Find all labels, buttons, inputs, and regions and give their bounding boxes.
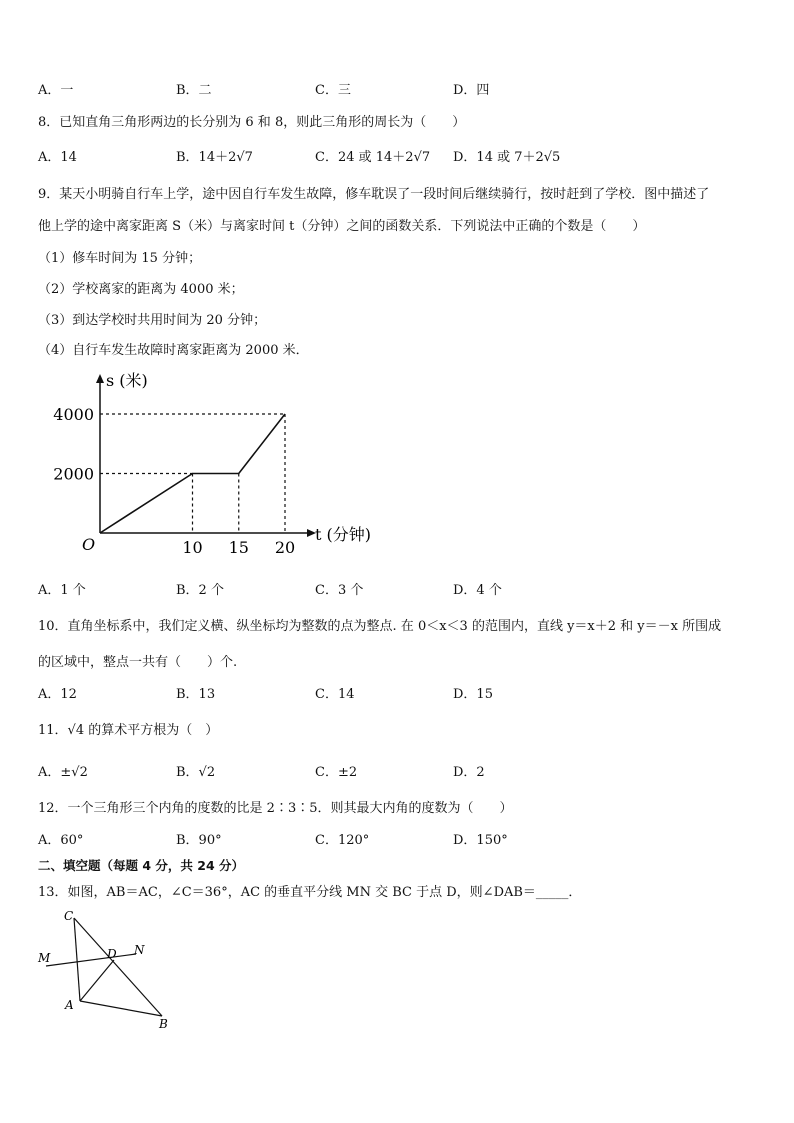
- series-line: [100, 414, 285, 533]
- q12-stem: 12．一个三角形三个内角的度数的比是 2∶3∶5．则其最大内角的度数为（ ）: [38, 801, 513, 816]
- q8-option-c: C．24 或 14＋2√7: [315, 150, 431, 165]
- q9-distance-time-chart: [40, 368, 400, 568]
- q10-options: [38, 686, 758, 704]
- label-c: C: [64, 909, 74, 923]
- q8-options: [38, 149, 758, 167]
- label-d: D: [107, 947, 117, 961]
- y-axis-label: s (米): [106, 371, 148, 390]
- line-mn: [46, 954, 136, 966]
- y-axis-arrow: [96, 374, 104, 383]
- q9-option-b: B．2 个: [176, 583, 224, 598]
- q11-option-c: C．±2: [315, 765, 358, 780]
- q12-options: [38, 832, 758, 850]
- segment-ad: [80, 960, 114, 1001]
- q10-stem-line1: 10．直角坐标系中，我们定义横、纵坐标均为整数的点为整点. 在 0＜x＜3 的范围内，直线 y＝x＋2 和 y＝－x 所围成: [38, 619, 722, 634]
- q13-stem: 13．如图，AB＝AC，∠C＝36°，AC 的垂直平分线 MN 交 BC 于点 D，则∠DAB＝_____．: [38, 885, 582, 900]
- q9-statement-2: （2）学校离家的距离为 4000 米；: [38, 282, 244, 297]
- x-axis-label: t (分钟): [315, 525, 372, 544]
- label-m: M: [38, 951, 51, 965]
- q12-option-d: D．150°: [453, 833, 508, 848]
- q7-option-c: C．三: [315, 83, 351, 98]
- q9-statement-4: （4）自行车发生故障时离家距离为 2000 米．: [38, 343, 309, 358]
- q8-option-a: A．14: [38, 150, 77, 165]
- q11-stem: 11．√4 的算术平方根为（ ）: [38, 723, 219, 738]
- q10-stem-line2: 的区域中，整点一共有（ ）个.: [38, 655, 238, 670]
- q8-option-b: B．14＋2√7: [176, 150, 253, 165]
- q9-option-a: A．1 个: [38, 583, 86, 598]
- q7-options: [38, 82, 758, 100]
- y-tick-label: 2000: [53, 464, 94, 484]
- section-2-heading: 二、填空题（每题 4 分，共 24 分）: [38, 858, 245, 873]
- q10-option-a: A．12: [38, 687, 77, 702]
- q9-options: [38, 582, 758, 600]
- q10-option-b: B．13: [176, 687, 216, 702]
- q7-option-a: A．一: [38, 83, 74, 98]
- q11-options: [38, 764, 758, 782]
- q8-option-d: D．14 或 7＋2√5: [453, 150, 561, 165]
- q12-option-c: C．120°: [315, 833, 370, 848]
- x-tick-label: 10: [182, 538, 203, 557]
- q9-statement-3: （3）到达学校时共用时间为 20 分钟；: [38, 313, 267, 328]
- segment-ca: [74, 918, 80, 1001]
- segment-cb: [74, 918, 162, 1016]
- q9-stem-line1: 9．某天小明骑自行车上学，途中因自行车发生故障，修车耽误了一段时间后继续骑行，按时赶到了学校．图中描述了: [38, 187, 710, 202]
- q10-option-c: C．14: [315, 687, 355, 702]
- q9-stem-line2: 他上学的途中离家距离 S（米）与离家时间 t（分钟）之间的函数关系．下列说法中正确的个数是（ ）: [38, 219, 646, 234]
- q13-triangle-figure: [32, 904, 182, 1034]
- q12-option-a: A．60°: [38, 833, 84, 848]
- segment-ab: [80, 1001, 162, 1016]
- x-tick-label: 15: [228, 538, 249, 557]
- q10-option-d: D．15: [453, 687, 493, 702]
- label-n: N: [134, 943, 145, 957]
- q9-option-c: C．3 个: [315, 583, 364, 598]
- y-tick-label: 4000: [53, 405, 94, 424]
- q9-statement-1: （1）修车时间为 15 分钟；: [38, 251, 202, 266]
- q9-option-d: D．4 个: [453, 583, 502, 598]
- q7-option-b: B．二: [176, 83, 212, 98]
- label-a: A: [65, 998, 74, 1012]
- q11-option-d: D．2: [453, 765, 485, 780]
- origin-label: O: [82, 535, 96, 554]
- label-b: B: [159, 1017, 168, 1031]
- q12-option-b: B．90°: [176, 833, 222, 848]
- q11-option-b: B．√2: [176, 765, 216, 780]
- q8-stem: 8．已知直角三角形两边的长分别为 6 和 8，则此三角形的周长为（ ）: [38, 115, 466, 130]
- x-tick-label: 20: [274, 538, 296, 557]
- q11-option-a: A．±√2: [38, 765, 88, 780]
- q7-option-d: D．四: [453, 83, 490, 98]
